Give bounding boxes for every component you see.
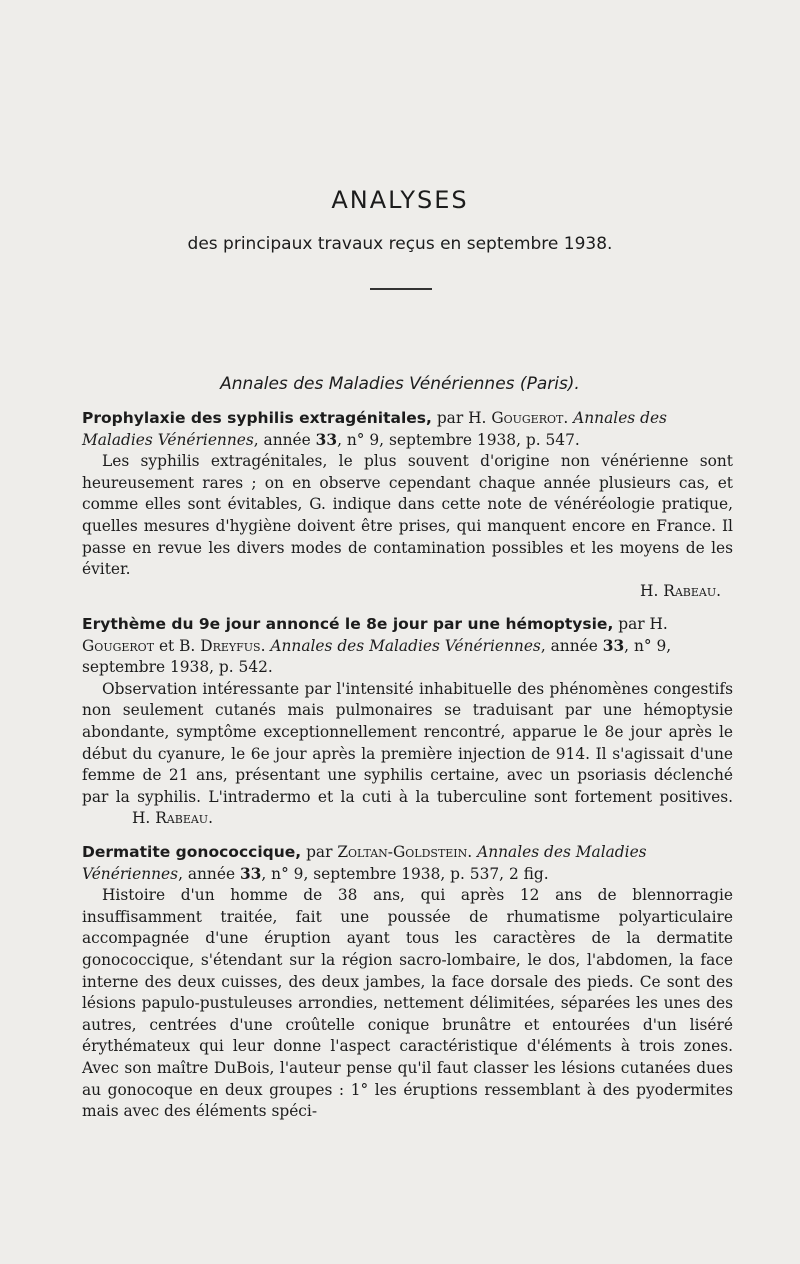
entry-2-heading: Erythème du 9e jour annoncé le 8e jour par une hémoptysie, bbox=[82, 615, 614, 633]
entry-2-signature: H. Rabeau. bbox=[132, 809, 213, 828]
entry-3-author: Zoltan-Goldstein bbox=[337, 843, 468, 861]
entry-1-heading: Prophylaxie des syphilis extragénitales, bbox=[82, 409, 432, 427]
entry-2-ref-text-4: , année bbox=[540, 636, 603, 655]
entry-2-author-2: Dreyfus bbox=[200, 636, 261, 655]
entry-1-reference bbox=[82, 408, 733, 451]
entry-3 bbox=[82, 842, 733, 1123]
entry-1-body: Les syphilis extragénitales, le plus souvent d'origine non vénérienne sont heureusement rares ; on en observe cependant chaque année plusieurs cas, et comme elles sont évitables, G. indique dans cette note de vénéréologie pratique, quelles mesures d'hygiène doivent être prises, qui manquent encore en France. Il passe en revue les divers modes de contamination possibles et les moyens de les éviter. bbox=[82, 452, 733, 579]
entry-3-journal: Annales des Maladies Vénériennes bbox=[82, 843, 647, 883]
entry-2-ref-text-2: et B. bbox=[154, 636, 201, 655]
page-title: ANALYSES bbox=[331, 186, 469, 214]
entry-2-ref-text-5: , n° 9, septembre 1938, p. 542. bbox=[82, 636, 672, 677]
entry-3-body: Histoire d'un homme de 38 ans, qui après 12 ans de blennorragie insuffisamment traitée, fait une poussée de rhumatisme polyarticulaire accompagnée d'une éruption ayant tous les caractères de la dermatite gonococcique, s'étendant sur la région sacro-lombaire, le dos, l'abdomen, la face interne des deux cuisses, des deux jambes, la face dorsale des pieds. Ce sont des lésions papulo-pustuleuses arrondies, nettement délimitées, séparées les unes des autres, centrées d'une croûtelle conique brunâtre et entourées d'un liséré érythémateux qui leur donne l'aspect caractéristique d'éléments à trois zones. Avec son maître DuBois, l'auteur pense qu'il faut classer les lésions cutanées dues au gonocoque en deux groupes : 1° les éruptions ressemblant à des pyodermites mais avec des éléments spéci- bbox=[82, 886, 733, 1121]
entry-1-ref-text-2: . bbox=[563, 409, 574, 427]
journal-heading: Annales des Maladies Vénériennes (Paris). bbox=[220, 374, 580, 394]
entry-3-heading: Dermatite gonococcique, bbox=[82, 843, 302, 861]
entry-1-ref-text-3: , année bbox=[253, 430, 316, 449]
entry-3-ref-text-4: , n° 9, septembre 1938, p. 537, 2 fig. bbox=[261, 864, 549, 883]
entry-2-journal: Annales des Maladies Vénériennes bbox=[270, 636, 541, 655]
title-divider bbox=[370, 288, 432, 290]
entry-3-ref-text-2: . bbox=[467, 843, 478, 861]
entry-2-body bbox=[82, 679, 733, 830]
entry-3-ref-text-3: , année bbox=[178, 864, 240, 883]
entry-3-ref-text: par bbox=[301, 843, 338, 861]
entry-1-ref-text: par H. bbox=[431, 409, 492, 427]
entry-1-author: Gougerot bbox=[491, 409, 564, 427]
entry-2-reference bbox=[82, 614, 733, 679]
entry-1 bbox=[82, 408, 733, 602]
entry-2-ref-text: par H. bbox=[613, 615, 668, 633]
entry-1-volume: 33 bbox=[315, 430, 338, 449]
entry-3-reference bbox=[82, 842, 733, 885]
entry-2-body-text: Observation intéressante par l'intensité inhabituelle des phénomènes congestifs non seulement cutanés mais pulmonaires se traduisant par une hémoptysie abondante, symptôme exceptionnellement rencontré, apparue le 8e jour après le début du cyanure, le 6e jour après la première injection de 914. Il s'agissait d'une femme de 21 ans, présentant une syphilis certaine, avec un psoriasis déclenché par la syphilis. L'intradermo et la cuti à la tuberculine sont fortement positives. bbox=[82, 679, 733, 806]
page-subtitle: des principaux travaux reçus en septembre 1938. bbox=[187, 234, 613, 254]
entry-2 bbox=[82, 614, 733, 830]
entry-2-volume: 33 bbox=[602, 636, 625, 655]
entry-1-ref-text-4: , n° 9, septembre 1938, p. 547. bbox=[337, 430, 580, 449]
entry-1-signature: H. Rabeau. bbox=[640, 581, 721, 600]
entry-2-ref-text-3: . bbox=[260, 636, 271, 655]
entry-1-journal: Annales des Maladies Vénériennes bbox=[82, 409, 667, 449]
entry-2-author: Gougerot bbox=[82, 636, 155, 655]
entry-3-volume: 33 bbox=[239, 864, 262, 883]
